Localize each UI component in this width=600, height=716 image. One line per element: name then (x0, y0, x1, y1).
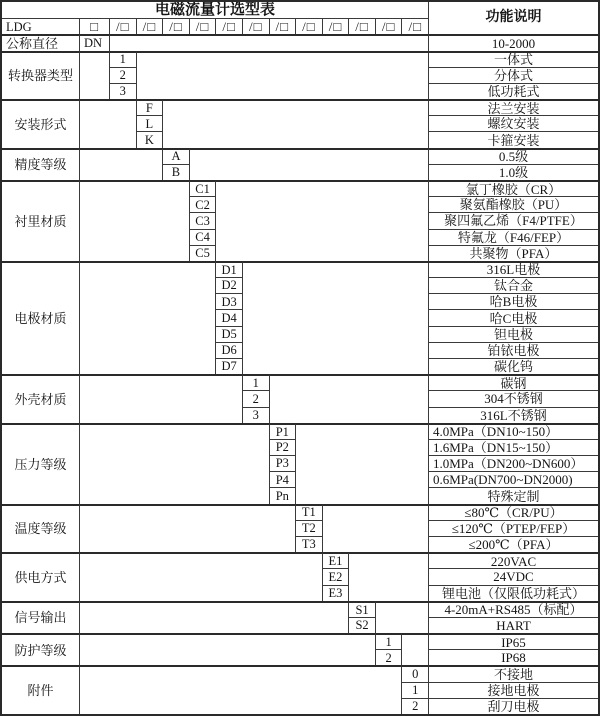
spacer-cell (215, 180, 428, 261)
section-label-electrode-material: 电极材质 (2, 261, 79, 374)
spacer-cell (136, 51, 428, 100)
desc-cell-installation-type-1: 螺纹安装 (428, 115, 598, 131)
spacer-cell (79, 51, 109, 100)
model-prefix: LDG (2, 18, 79, 34)
model-slot-box-1: /□ (109, 18, 136, 34)
spacer-cell (79, 99, 136, 148)
desc-cell-temperature-rating-1: ≤120℃（PTEP/FEP） (428, 520, 598, 536)
code-cell-electrode-material-3: D4 (215, 309, 242, 325)
desc-cell-liner-material-1: 聚氨酯橡胶（PU） (428, 196, 598, 212)
desc-cell-power-supply-1: 24VDC (428, 568, 598, 584)
spacer-cell (401, 633, 428, 665)
code-cell-converter-type-1: 2 (109, 67, 136, 83)
code-cell-protection-rating-0: 1 (375, 633, 402, 649)
desc-cell-nominal-diameter-0: 10-2000 (428, 34, 598, 50)
spacer-cell (242, 261, 428, 374)
code-cell-housing-material-2: 3 (242, 407, 269, 423)
code-cell-protection-rating-1: 2 (375, 649, 402, 665)
desc-cell-signal-output-0: 4-20mA+RS485（标配） (428, 601, 598, 617)
spacer-cell (322, 504, 428, 553)
code-cell-accessories-1: 1 (401, 682, 428, 698)
code-cell-pressure-rating-4: Pn (269, 487, 296, 503)
desc-cell-accessories-0: 不接地 (428, 665, 598, 681)
desc-cell-pressure-rating-1: 1.6MPa（DN15~150） (428, 439, 598, 455)
section-label-converter-type: 转换器类型 (2, 51, 79, 100)
code-cell-electrode-material-6: D7 (215, 358, 242, 374)
spacer-cell (109, 34, 428, 50)
code-cell-power-supply-1: E2 (322, 568, 349, 584)
desc-cell-installation-type-2: 卡箍安装 (428, 131, 598, 147)
desc-cell-housing-material-1: 304不锈钢 (428, 390, 598, 406)
spacer-cell (79, 374, 242, 423)
code-cell-temperature-rating-1: T2 (295, 520, 322, 536)
desc-cell-electrode-material-1: 钛合金 (428, 277, 598, 293)
code-cell-power-supply-0: E1 (322, 552, 349, 568)
section-label-temperature-rating: 温度等级 (2, 504, 79, 553)
section-label-power-supply: 供电方式 (2, 552, 79, 601)
desc-cell-electrode-material-0: 316L电极 (428, 261, 598, 277)
code-cell-housing-material-0: 1 (242, 374, 269, 390)
desc-cell-electrode-material-2: 哈B电极 (428, 293, 598, 309)
section-label-liner-material: 衬里材质 (2, 180, 79, 261)
desc-cell-converter-type-1: 分体式 (428, 67, 598, 83)
code-cell-accessories-2: 2 (401, 698, 428, 714)
code-cell-liner-material-2: C3 (189, 212, 216, 228)
code-cell-converter-type-2: 3 (109, 83, 136, 99)
model-first-box: □ (79, 18, 109, 34)
desc-cell-liner-material-0: 氯丁橡胶（CR） (428, 180, 598, 196)
section-label-accessories: 附件 (2, 665, 79, 714)
code-cell-pressure-rating-3: P4 (269, 471, 296, 487)
desc-cell-installation-type-0: 法兰安装 (428, 99, 598, 115)
desc-cell-electrode-material-5: 铂铱电极 (428, 342, 598, 358)
model-slot-box-2: /□ (136, 18, 163, 34)
desc-cell-converter-type-0: 一体式 (428, 51, 598, 67)
desc-cell-power-supply-0: 220VAC (428, 552, 598, 568)
code-cell-signal-output-0: S1 (348, 601, 375, 617)
spacer-cell (189, 148, 428, 180)
model-slot-box-11: /□ (375, 18, 402, 34)
section-label-pressure-rating: 压力等级 (2, 423, 79, 504)
spacer-cell (79, 633, 375, 665)
desc-cell-converter-type-2: 低功耗式 (428, 83, 598, 99)
desc-cell-electrode-material-6: 碳化钨 (428, 358, 598, 374)
code-cell-nominal-diameter-0: DN (79, 34, 109, 50)
desc-cell-housing-material-2: 316L不锈钢 (428, 407, 598, 423)
section-label-accuracy-class: 精度等级 (2, 148, 79, 180)
spacer-cell (295, 423, 428, 504)
desc-cell-accuracy-class-1: 1.0级 (428, 164, 598, 180)
spacer-cell (375, 601, 428, 633)
desc-cell-pressure-rating-3: 0.6MPa(DN700~DN2000) (428, 471, 598, 487)
desc-cell-accuracy-class-0: 0.5级 (428, 148, 598, 164)
desc-cell-pressure-rating-0: 4.0MPa（DN10~150） (428, 423, 598, 439)
code-cell-liner-material-0: C1 (189, 180, 216, 196)
spacer-cell (79, 504, 295, 553)
code-cell-pressure-rating-0: P1 (269, 423, 296, 439)
section-label-housing-material: 外壳材质 (2, 374, 79, 423)
spacer-cell (79, 601, 348, 633)
code-cell-installation-type-1: L (136, 115, 163, 131)
code-cell-installation-type-0: F (136, 99, 163, 115)
section-label-protection-rating: 防护等级 (2, 633, 79, 665)
spacer-cell (79, 552, 322, 601)
model-slot-box-8: /□ (295, 18, 322, 34)
desc-cell-protection-rating-1: IP68 (428, 649, 598, 665)
code-cell-accuracy-class-0: A (162, 148, 189, 164)
code-cell-temperature-rating-0: T1 (295, 504, 322, 520)
desc-cell-liner-material-3: 特氟龙（F46/FEP） (428, 229, 598, 245)
model-slot-box-4: /□ (189, 18, 216, 34)
spacer-cell (79, 261, 215, 374)
model-slot-box-7: /□ (269, 18, 296, 34)
section-label-installation-type: 安装形式 (2, 99, 79, 148)
model-slot-box-5: /□ (215, 18, 242, 34)
code-cell-liner-material-1: C2 (189, 196, 216, 212)
desc-cell-pressure-rating-4: 特殊定制 (428, 487, 598, 503)
code-cell-electrode-material-2: D3 (215, 293, 242, 309)
desc-cell-protection-rating-0: IP65 (428, 633, 598, 649)
section-label-nominal-diameter: 公称直径 (2, 34, 79, 50)
model-slot-box-10: /□ (348, 18, 375, 34)
code-cell-converter-type-0: 1 (109, 51, 136, 67)
code-cell-power-supply-2: E3 (322, 585, 349, 601)
code-cell-electrode-material-0: D1 (215, 261, 242, 277)
code-cell-pressure-rating-2: P3 (269, 455, 296, 471)
spacer-cell (79, 148, 162, 180)
spacer-cell (269, 374, 429, 423)
desc-cell-temperature-rating-2: ≤200℃（PFA） (428, 536, 598, 552)
code-cell-electrode-material-4: D5 (215, 326, 242, 342)
desc-cell-signal-output-1: HART (428, 617, 598, 633)
desc-cell-power-supply-2: 锂电池（仅限低功耗式） (428, 585, 598, 601)
code-cell-signal-output-1: S2 (348, 617, 375, 633)
desc-cell-liner-material-2: 聚四氟乙烯（F4/PTFE） (428, 212, 598, 228)
code-cell-electrode-material-5: D6 (215, 342, 242, 358)
desc-cell-accessories-2: 刮刀电极 (428, 698, 598, 714)
code-cell-liner-material-4: C5 (189, 245, 216, 261)
spacer-cell (162, 99, 428, 148)
code-cell-temperature-rating-2: T3 (295, 536, 322, 552)
desc-cell-accessories-1: 接地电极 (428, 682, 598, 698)
code-cell-accuracy-class-1: B (162, 164, 189, 180)
code-cell-pressure-rating-1: P2 (269, 439, 296, 455)
table-title: 电磁流量计选型表 (154, 2, 275, 18)
spacer-cell (79, 423, 269, 504)
model-slot-box-3: /□ (162, 18, 189, 34)
desc-cell-electrode-material-3: 哈C电极 (428, 309, 598, 325)
code-cell-housing-material-1: 2 (242, 390, 269, 406)
model-slot-box-12: /□ (401, 18, 428, 34)
spacer-cell (79, 180, 189, 261)
section-label-signal-output: 信号输出 (2, 601, 79, 633)
desc-cell-temperature-rating-0: ≤80℃（CR/PU） (428, 504, 598, 520)
code-cell-installation-type-2: K (136, 131, 163, 147)
code-cell-liner-material-3: C4 (189, 229, 216, 245)
function-desc-header: 功能说明 (428, 2, 598, 34)
desc-cell-electrode-material-4: 钽电极 (428, 326, 598, 342)
code-cell-accessories-0: 0 (401, 665, 428, 681)
code-cell-electrode-material-1: D2 (215, 277, 242, 293)
spacer-cell (348, 552, 428, 601)
model-slot-box-9: /□ (322, 18, 349, 34)
desc-cell-housing-material-0: 碳钢 (428, 374, 598, 390)
desc-cell-liner-material-4: 共聚物（PFA） (428, 245, 598, 261)
desc-cell-pressure-rating-2: 1.0MPa（DN200~DN600） (428, 455, 598, 471)
spacer-cell (79, 665, 401, 714)
model-slot-box-6: /□ (242, 18, 269, 34)
